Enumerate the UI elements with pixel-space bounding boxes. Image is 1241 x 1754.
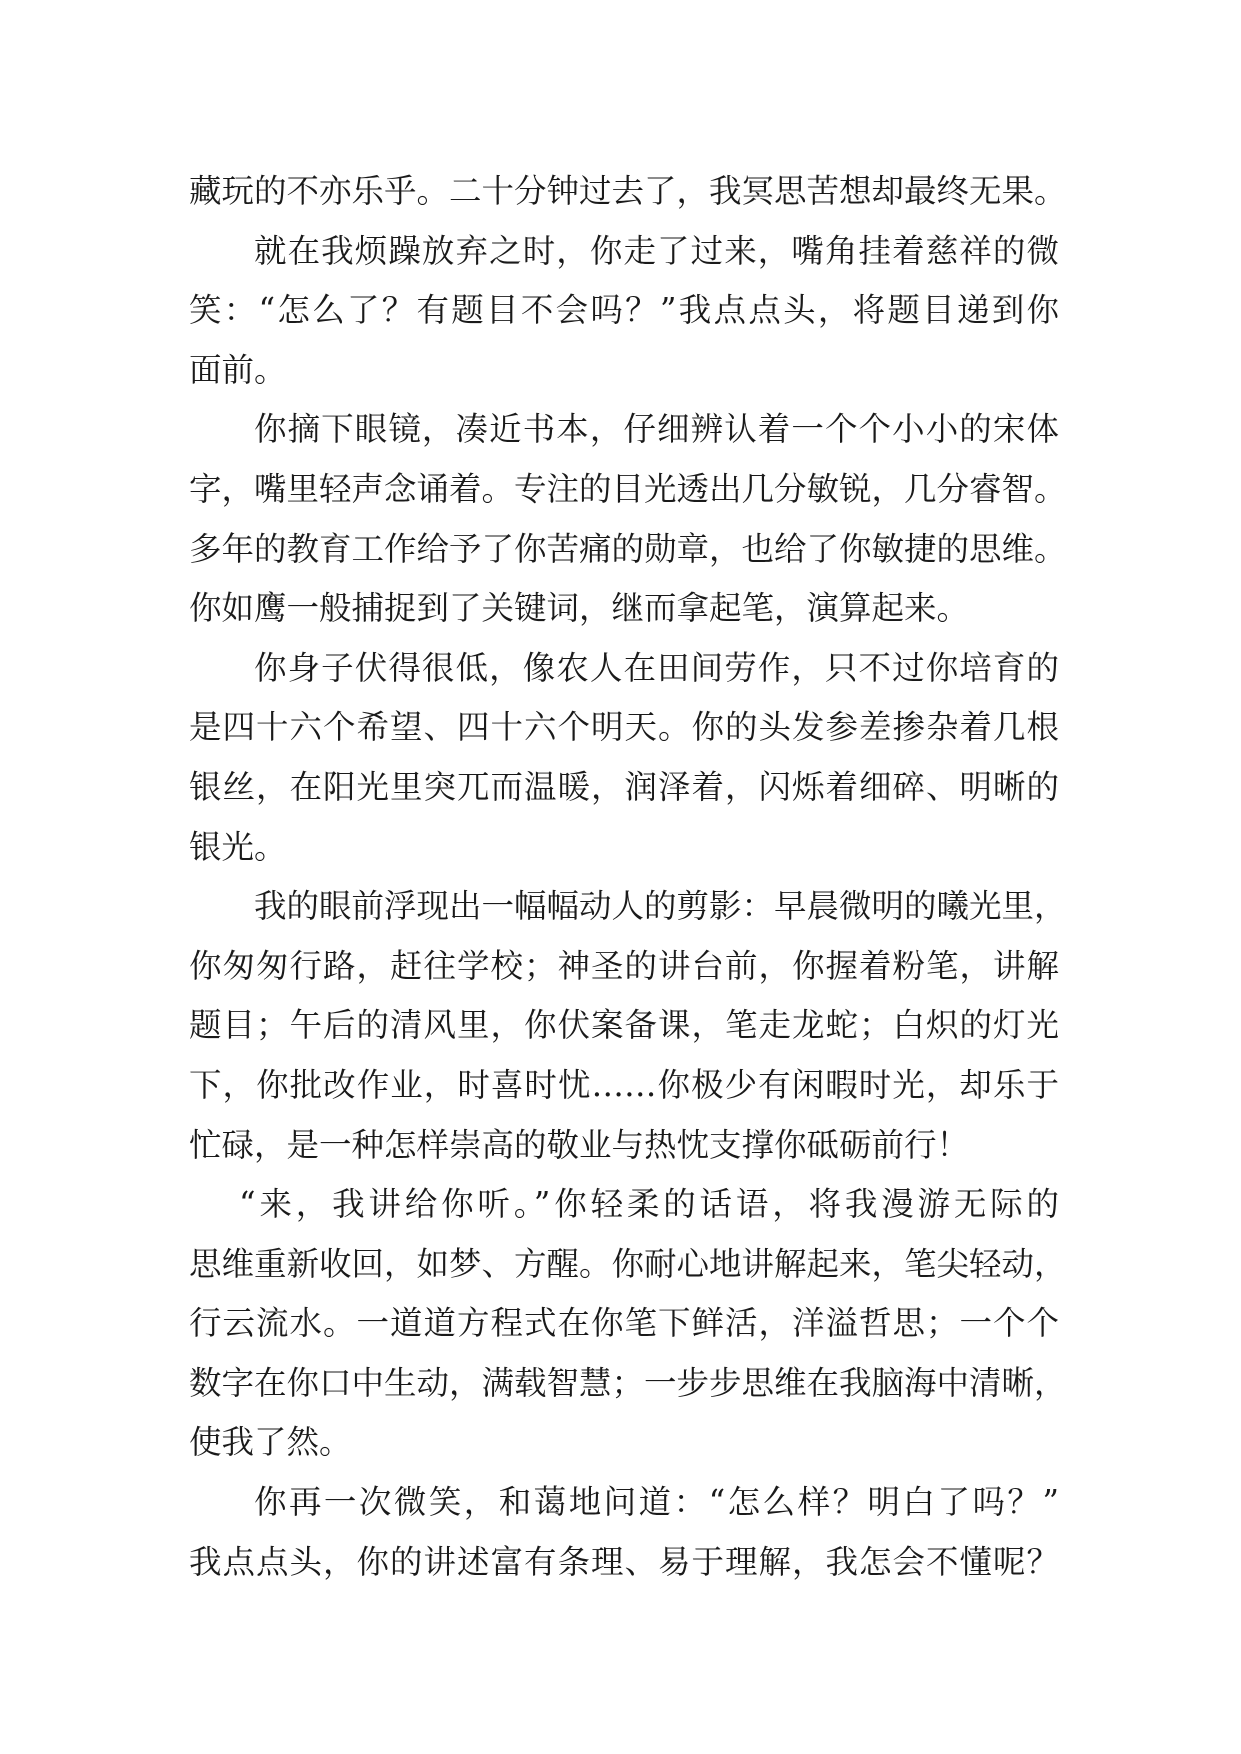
text-line: 藏玩的不亦乐乎。二十分钟过去了，我冥思苦想却最终无果。 [189, 172, 1067, 210]
text-line: 笑：“怎么了？有题目不会吗？”我点点头，将题目递到你 [189, 291, 1059, 330]
text-line: 你身子伏得很低，像农人在田间劳作，只不过你培育的 [254, 648, 1059, 687]
text-line: 我的眼前浮现出一幅幅动人的剪影：早晨微明的曦光里， [254, 887, 1067, 926]
text-line: 面前。 [189, 350, 287, 389]
text-line: 字，嘴里轻声念诵着。专注的目光透出几分敏锐，几分睿智。 [189, 469, 1067, 508]
text-line: 思维重新收回，如梦、方醒。你耐心地讲解起来，笔尖轻动， [189, 1244, 1067, 1283]
text-line: 行云流水。一道道方程式在你笔下鲜活，洋溢哲思；一个个 [189, 1304, 1059, 1343]
text-line: 我点点头，你的讲述富有条理、易于理解，我怎会不懂呢？ [189, 1542, 1059, 1581]
text-line: 下，你批改作业，时喜时忧……你极少有闲暇时光，却乐于 [189, 1065, 1059, 1104]
text-line: 你如鹰一般捕捉到了关键词，继而拿起笔，演算起来。 [189, 589, 970, 628]
text-line: 忙碌，是一种怎样崇高的敬业与热忱支撑你砥砺前行！ [189, 1125, 970, 1164]
text-line: 是四十六个希望、四十六个明天。你的头发参差掺杂着几根 [189, 708, 1059, 747]
text-line: 你再一次微笑，和蔼地问道：“怎么样？明白了吗？” [254, 1483, 1059, 1522]
text-line: 题目；午后的清风里，你伏案备课，笔走龙蛇；白炽的灯光 [189, 1006, 1059, 1045]
text-line: 银丝，在阳光里突兀而温暖，润泽着，闪烁着细碎、明晰的 [189, 767, 1059, 806]
text-line: 多年的教育工作给予了你苦痛的勋章，也给了你敏捷的思维。 [189, 529, 1067, 568]
text-line: “来，我讲给你听。”你轻柔的话语，将我漫游无际的 [239, 1185, 1059, 1224]
text-line: 使我了然。 [189, 1423, 352, 1462]
text-line: 银光。 [189, 827, 287, 866]
text-line: 就在我烦躁放弃之时，你走了过来，嘴角挂着慈祥的微 [254, 231, 1059, 270]
text-line: 你匆匆行路，赶往学校；神圣的讲台前，你握着粉笔，讲解 [189, 946, 1059, 985]
text-line: 你摘下眼镜，凑近书本，仔细辨认着一个个小小的宋体 [254, 410, 1059, 449]
text-line: 数字在你口中生动，满载智慧；一步步思维在我脑海中清晰， [189, 1363, 1067, 1402]
essay-text [189, 162, 1067, 1592]
